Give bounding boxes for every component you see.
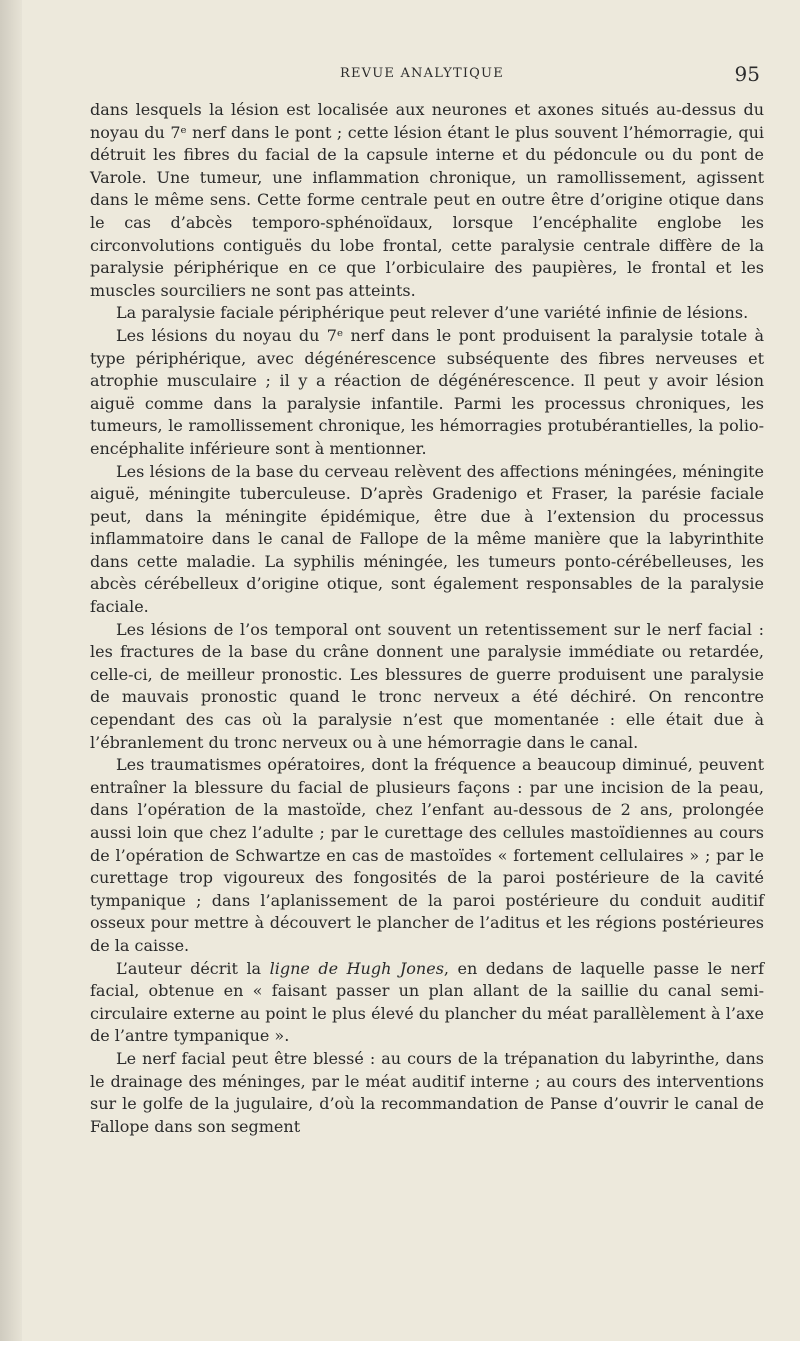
italic-term: ligne de Hugh Jones (269, 958, 444, 978)
running-head: REVUE ANALYTIQUE (340, 66, 504, 81)
paragraph-continued: dans lesquels la lésion est localisée aux neurones et axones situés au-dessus du noyau du 7ᵉ nerf dans le pont ; cette lésion étant le plus souvent l’hémorragie, qui détruit les fibres du facial de la capsule interne et du pédoncule ou du pont de Varole. Une tumeur, une inflammation chronique, un ramollissement, agissent dans le même sens. Cette forme centrale peut en outre être d’origine otique dans le cas d’abcès temporo-sphénoïdaux, lorsque l’encéphalite englobe les circonvolutions contiguës du lobe frontal, cette paralysie centrale diffère de la paralysie périphérique en ce que l’orbiculaire des paupières, le frontal et les muscles sourciliers ne sont pas atteints. (90, 100, 764, 300)
paragraph: Le nerf facial peut être blessé : au cours de la trépanation du labyrinthe, dans le drainage des méninges, par le méat auditif interne ; au cours des interventions sur le golfe de la jugulaire, d’où la recommandation de Panse d’ouvrir le canal de Fallope dans son segment (90, 1048, 764, 1136)
page-header (90, 62, 765, 88)
paragraph: Les lésions du noyau du 7ᵉ nerf dans le pont produisent la paralysie totale à type périphérique, avec dégénérescence subséquente des fibres nerveuses et atrophie musculaire ; il y a réaction de dégénérescence. Il peut y avoir lésion aiguë comme dans la paralysie infantile. Parmi les processus chroniques, les tumeurs, le ramollissement chronique, les hémorragies protubérantielles, la polio-encéphalite inférieure sont à mentionner. (90, 325, 764, 458)
page-bottom-edge (0, 1341, 800, 1345)
body-text (90, 99, 764, 1138)
page-edge-shadow (0, 0, 22, 1345)
paragraph: Les lésions de la base du cerveau relèvent des affections méningées, méningite aiguë, méningite tuberculeuse. D’après Gradenigo et Fraser, la parésie faciale peut, dans la méningite épidémique, être due à l’extension du processus inflammatoire dans le canal de Fallope de la même manière que la labyrinthite dans cette maladie. La syphilis méningée, les tumeurs ponto-cérébelleuses, les abcès cérébelleux d’origine otique, sont également responsables de la paralysie faciale. (90, 461, 764, 617)
paragraph-text: , en dedans de laquelle passe le nerf facial, obtenue en « faisant passer un plan allant de la saillie du canal semi-circulaire externe au point le plus élevé du plancher du méat parallèlement à l’axe de l’antre tympanique ». (90, 958, 764, 1046)
page-number: 95 (734, 62, 760, 86)
paragraph: Les lésions de l’os temporal ont souvent un retentissement sur le nerf facial : les fractures de la base du crâne donnent une paralysie immédiate ou retardée, celle-ci, de meilleur pronostic. Les blessures de guerre produisent une paralysie de mauvais pronostic quand le tronc nerveux a été déchiré. On rencontre cependant des cas où la paralysie n’est que momentanée : elle était due à l’ébranlement du tronc nerveux ou à une hémorragie dans le canal. (90, 619, 764, 752)
paragraph: La paralysie faciale périphérique peut relever d’une variété infinie de lésions. (116, 303, 749, 323)
paragraph: Les traumatismes opératoires, dont la fréquence a beaucoup diminué, peuvent entraîner la blessure du facial de plusieurs façons : par une incision de la peau, dans l’opération de la mastoïde, chez l’enfant au-dessous de 2 ans, prolongée aussi loin que chez l’adulte ; par le curettage des cellules mastoïdiennes au cours de l’opération de Schwartze en cas de mastoïdes « fortement cellulaires » ; par le curettage trop vigoureux des fongosités de la paroi postérieure de la cavité tympanique ; dans l’aplanissement de la paroi postérieure du conduit auditif osseux pour mettre à découvert le plancher de l’aditus et les régions postérieures de la caisse. (90, 755, 764, 955)
paragraph-with-italic (90, 958, 764, 1048)
paragraph-text: L’auteur décrit la (116, 958, 270, 978)
